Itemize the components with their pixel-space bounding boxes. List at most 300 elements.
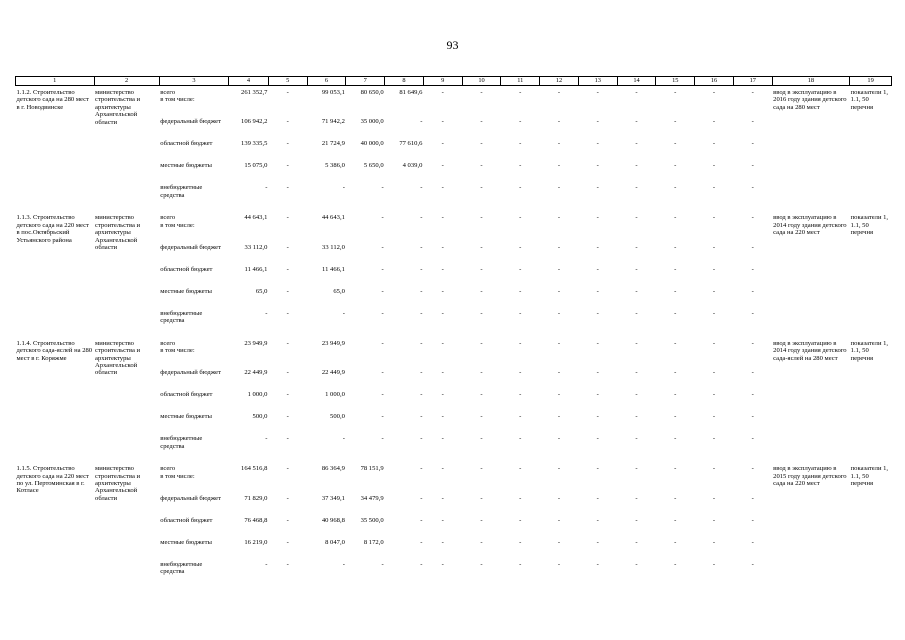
total-value — [229, 347, 269, 369]
value-col-14: - — [635, 435, 638, 443]
value-col-13: - — [596, 309, 599, 317]
total-value: - — [265, 560, 268, 568]
value-col-5 — [268, 347, 307, 369]
value-col-15: - — [674, 287, 677, 295]
value-col-16: - — [712, 214, 716, 222]
value-col-15: - — [674, 184, 677, 192]
value-col-12 — [540, 347, 579, 369]
executor: министерство строительства и архитектуры Архангельской области — [95, 214, 141, 252]
value-col-6: 86 364,9 — [321, 465, 345, 473]
value-col-10: - — [480, 243, 483, 251]
value-col-8: 77 610,6 — [399, 140, 423, 148]
value-col-16: - — [712, 494, 716, 502]
value-col-9: - — [441, 391, 444, 399]
value-col-14: - — [635, 391, 638, 399]
value-col-5: - — [286, 265, 289, 273]
value-col-10: - — [480, 465, 483, 473]
total-value: 65,0 — [255, 287, 268, 295]
value-col-7 — [346, 222, 385, 244]
value-col-7: - — [381, 391, 384, 399]
value-col-7: - — [381, 214, 384, 222]
funding-source-label: всего — [160, 339, 176, 347]
total-value: 44 643,1 — [244, 214, 268, 222]
value-col-7: - — [381, 339, 384, 347]
value-col-7: - — [381, 265, 384, 273]
funding-source-label: областной бюджет — [160, 265, 213, 273]
value-col-8 — [385, 96, 424, 118]
value-col-7: - — [381, 369, 384, 377]
value-col-12 — [540, 222, 579, 244]
value-col-7 — [346, 473, 385, 495]
column-number: 4 — [229, 77, 269, 86]
value-col-12: - — [557, 494, 561, 502]
value-col-11 — [501, 222, 540, 244]
value-col-7: - — [381, 184, 384, 192]
value-col-10: - — [480, 118, 483, 126]
value-col-17: - — [751, 118, 754, 126]
value-col-6: 22 449,9 — [321, 369, 345, 377]
column-number: 6 — [307, 77, 346, 86]
value-col-10: - — [480, 265, 483, 273]
value-col-15: - — [674, 465, 677, 473]
value-col-9: - — [441, 140, 444, 148]
value-col-14: - — [635, 162, 638, 170]
value-col-8: - — [420, 339, 423, 347]
funding-source-label: в том числе: — [160, 347, 195, 355]
value-col-14: - — [635, 369, 638, 377]
value-col-14 — [617, 222, 656, 244]
value-col-13: - — [596, 118, 599, 126]
value-col-15: - — [674, 369, 677, 377]
total-value: 261 352,7 — [241, 89, 268, 96]
value-col-13: - — [596, 339, 599, 347]
value-col-12: - — [557, 89, 561, 96]
value-col-9: - — [441, 413, 444, 421]
value-col-6 — [307, 222, 346, 244]
total-value: - — [265, 184, 268, 192]
value-col-14: - — [635, 339, 638, 347]
column-number: 7 — [346, 77, 385, 86]
value-col-11: - — [519, 369, 522, 377]
funding-source-label: в том числе: — [160, 221, 195, 229]
value-col-9: - — [441, 89, 444, 96]
value-col-7: - — [381, 560, 384, 568]
value-col-6: - — [342, 560, 345, 568]
value-col-9: - — [441, 118, 444, 126]
value-col-17: - — [751, 243, 754, 251]
value-col-12: - — [557, 560, 561, 568]
value-col-5: - — [286, 413, 289, 421]
value-col-5: - — [286, 162, 289, 170]
value-col-13: - — [596, 391, 599, 399]
column-number: 15 — [656, 77, 695, 86]
value-col-6: 37 349,1 — [321, 494, 345, 502]
value-col-5: - — [286, 309, 289, 317]
column-number: 18 — [772, 77, 850, 86]
value-col-13: - — [596, 243, 599, 251]
value-col-13: - — [596, 494, 599, 502]
value-col-16: - — [712, 243, 716, 251]
executor: министерство строительства и архитектуры Архангельской области — [95, 465, 141, 502]
value-col-11: - — [519, 243, 522, 251]
value-col-7: - — [381, 309, 384, 317]
indicators: показатели 1, 1.1, 50 перечня — [850, 339, 889, 362]
value-col-15: - — [674, 118, 677, 126]
funding-source-label: местные бюджеты — [160, 413, 212, 421]
value-col-8: - — [420, 435, 423, 443]
total-value: 11 466,1 — [244, 265, 268, 273]
value-col-5: - — [286, 89, 289, 96]
column-number: 3 — [159, 77, 228, 86]
value-col-14: - — [635, 560, 638, 568]
value-col-8: - — [420, 516, 423, 524]
value-col-10 — [462, 222, 501, 244]
total-value — [229, 473, 269, 495]
value-col-14: - — [635, 309, 638, 317]
value-col-7: 35 000,0 — [360, 118, 384, 126]
funding-source-label: областной бюджет — [160, 391, 213, 399]
value-col-6 — [307, 347, 346, 369]
value-col-17: - — [751, 560, 754, 568]
value-col-14 — [617, 96, 656, 118]
value-col-17: - — [751, 162, 754, 170]
value-col-7: - — [381, 435, 384, 443]
value-col-6: 71 942,2 — [321, 118, 345, 126]
value-col-10 — [462, 473, 501, 495]
value-col-11: - — [519, 162, 522, 170]
column-number: 13 — [578, 77, 617, 86]
value-col-10: - — [480, 162, 483, 170]
value-col-10: - — [480, 140, 483, 148]
value-col-12: - — [557, 435, 561, 443]
value-col-10: - — [480, 516, 483, 524]
value-col-13: - — [596, 214, 599, 222]
funding-source-label: всего — [160, 89, 176, 96]
value-col-12: - — [557, 184, 561, 192]
value-col-15: - — [674, 560, 677, 568]
value-col-8: - — [420, 538, 423, 546]
funding-source-label: областной бюджет — [160, 140, 213, 148]
value-col-12: - — [557, 369, 561, 377]
page-number: 93 — [446, 38, 459, 52]
value-col-9: - — [441, 214, 444, 222]
value-col-12: - — [557, 214, 561, 222]
value-col-11: - — [519, 435, 522, 443]
value-col-12: - — [557, 162, 561, 170]
value-col-5: - — [286, 339, 289, 347]
value-col-7: 78 151,9 — [360, 465, 384, 473]
value-col-13: - — [596, 435, 599, 443]
value-col-17: - — [751, 140, 754, 148]
total-value — [229, 96, 269, 118]
total-value: - — [265, 435, 268, 443]
funding-source-label: в том числе: — [160, 96, 195, 104]
value-col-6: 33 112,0 — [322, 243, 345, 251]
value-col-16 — [695, 473, 734, 495]
value-col-16: - — [712, 560, 716, 568]
value-col-8: 4 039,0 — [402, 162, 423, 170]
total-value: 1 000,0 — [247, 391, 268, 399]
value-col-15 — [656, 222, 695, 244]
value-col-17: - — [751, 89, 754, 96]
value-col-7 — [346, 96, 385, 118]
value-col-6: 1 000,0 — [325, 391, 345, 399]
value-col-5: - — [286, 560, 289, 568]
value-col-13 — [578, 222, 617, 244]
funding-source-label: внебюджетные средства — [160, 184, 203, 199]
value-col-11: - — [519, 560, 522, 568]
funding-source-label: в том числе: — [160, 472, 195, 480]
expected-result: ввод в эксплуатацию в 2014 году здания детского сада на 220 мест — [773, 214, 847, 237]
column-number: 19 — [850, 77, 892, 86]
value-col-13: - — [596, 265, 599, 273]
value-col-7: 5 650,0 — [363, 162, 384, 170]
value-col-12: - — [557, 140, 561, 148]
value-col-15 — [656, 473, 695, 495]
total-value: 22 449,9 — [244, 369, 268, 377]
value-col-11: - — [519, 538, 522, 546]
value-col-16 — [695, 222, 734, 244]
value-col-6: 65,0 — [333, 287, 345, 295]
value-col-15 — [656, 347, 695, 369]
value-col-6: 44 643,1 — [321, 214, 345, 222]
value-col-16 — [695, 347, 734, 369]
value-col-17: - — [751, 184, 754, 192]
value-col-10: - — [480, 339, 483, 347]
value-col-9 — [423, 473, 462, 495]
table-row — [16, 211, 892, 221]
value-col-10: - — [480, 538, 483, 546]
value-col-11: - — [519, 287, 522, 295]
value-col-11 — [501, 347, 540, 369]
value-col-16: - — [712, 369, 716, 377]
value-col-14 — [617, 347, 656, 369]
total-value: 164 516,8 — [241, 465, 268, 473]
funding-source-label: всего — [160, 214, 176, 222]
value-col-6: 500,0 — [330, 413, 345, 421]
value-col-8: - — [420, 413, 423, 421]
value-col-17: - — [751, 369, 754, 377]
value-col-17: - — [751, 265, 754, 273]
value-col-5: - — [286, 140, 289, 148]
value-col-6: 11 466,1 — [322, 265, 345, 273]
value-col-5: - — [286, 516, 289, 524]
value-col-5: - — [286, 435, 289, 443]
value-col-15: - — [674, 413, 677, 421]
value-col-17: - — [751, 538, 754, 546]
value-col-5: - — [286, 369, 289, 377]
value-col-6: 8 047,0 — [325, 538, 345, 546]
value-col-10 — [462, 347, 501, 369]
total-value: 500,0 — [252, 413, 268, 421]
value-col-7: - — [381, 287, 384, 295]
total-value: 139 335,5 — [241, 140, 268, 148]
value-col-10 — [462, 96, 501, 118]
total-value: 23 949,9 — [244, 339, 268, 347]
measure-title: 1.1.3. Строительство детского сада на 220 мест в пос.Октябрьский Устьянского района — [16, 214, 89, 244]
value-col-15: - — [674, 243, 677, 251]
value-col-11: - — [519, 413, 522, 421]
value-col-10: - — [480, 184, 483, 192]
value-col-6: - — [342, 309, 345, 317]
value-col-16: - — [712, 309, 716, 317]
funding-source-label: внебюджетные средства — [160, 560, 203, 576]
column-number: 2 — [94, 77, 159, 86]
value-col-14: - — [635, 287, 638, 295]
value-col-15: - — [674, 538, 677, 546]
value-col-15: - — [674, 162, 677, 170]
value-col-5: - — [286, 243, 289, 251]
value-col-9: - — [441, 516, 444, 524]
value-col-12: - — [557, 243, 561, 251]
value-col-11: - — [519, 89, 522, 96]
value-col-9: - — [441, 435, 444, 443]
value-col-9: - — [441, 309, 444, 317]
value-col-7: 80 650,0 — [360, 89, 384, 96]
value-col-15: - — [674, 309, 677, 317]
value-col-14: - — [635, 465, 638, 473]
value-col-14: - — [635, 118, 638, 126]
value-col-15: - — [674, 435, 677, 443]
value-col-13: - — [596, 287, 599, 295]
value-col-17: - — [751, 413, 754, 421]
value-col-13: - — [596, 162, 599, 170]
value-col-14: - — [635, 89, 638, 96]
value-col-14 — [617, 473, 656, 495]
value-col-8: - — [420, 287, 423, 295]
value-col-15: - — [674, 516, 677, 524]
value-col-15: - — [674, 89, 677, 96]
program-table — [15, 76, 892, 588]
value-col-8: - — [420, 243, 423, 251]
value-col-11: - — [519, 516, 522, 524]
column-number: 11 — [501, 77, 540, 86]
value-col-9: - — [441, 494, 444, 502]
value-col-8: - — [420, 309, 423, 317]
table-row — [16, 86, 892, 97]
value-col-9: - — [441, 243, 444, 251]
value-col-17 — [733, 96, 772, 118]
value-col-11: - — [519, 309, 522, 317]
value-col-6: - — [342, 435, 345, 443]
executor: министерство строительства и архитектуры Архангельской области — [95, 339, 141, 377]
value-col-13: - — [596, 413, 599, 421]
value-col-14: - — [635, 265, 638, 273]
value-col-11: - — [519, 265, 522, 273]
value-col-14: - — [635, 184, 638, 192]
value-col-5: - — [286, 391, 289, 399]
value-col-17: - — [751, 214, 754, 222]
value-col-17: - — [751, 309, 754, 317]
value-col-8: - — [420, 560, 423, 568]
value-col-9 — [423, 222, 462, 244]
table-row — [16, 462, 892, 472]
column-number: 5 — [268, 77, 307, 86]
value-col-12: - — [557, 538, 561, 546]
value-col-12: - — [557, 309, 561, 317]
value-col-10: - — [480, 214, 483, 222]
value-col-5: - — [286, 538, 289, 546]
column-number: 10 — [462, 77, 501, 86]
value-col-8: - — [420, 184, 423, 192]
funding-source-label: федеральный бюджет — [160, 494, 221, 502]
funding-source-label: федеральный бюджет — [160, 243, 221, 251]
value-col-14: - — [635, 538, 638, 546]
value-col-15: - — [674, 391, 677, 399]
total-value: 16 219,0 — [244, 538, 268, 546]
value-col-16: - — [712, 538, 716, 546]
value-col-11: - — [519, 339, 522, 347]
value-col-16: - — [712, 435, 716, 443]
column-number: 12 — [540, 77, 579, 86]
value-col-13 — [578, 347, 617, 369]
column-number: 9 — [423, 77, 462, 86]
value-col-11 — [501, 96, 540, 118]
indicators: показатели 1, 1.1, 50 перечня — [850, 89, 889, 111]
value-col-9: - — [441, 287, 444, 295]
column-number: 16 — [695, 77, 734, 86]
column-number: 8 — [385, 77, 424, 86]
value-col-15: - — [674, 140, 677, 148]
value-col-12: - — [557, 287, 561, 295]
value-col-9: - — [441, 162, 444, 170]
measure-title: 1.1.2. Строительство детского сада на 280 мест в г. Новодвинске — [16, 89, 89, 111]
value-col-7: - — [381, 413, 384, 421]
value-col-10: - — [480, 391, 483, 399]
value-col-8: - — [420, 465, 423, 473]
value-col-17: - — [751, 465, 754, 473]
column-number: 14 — [617, 77, 656, 86]
value-col-6: - — [342, 184, 345, 192]
value-col-16: - — [712, 516, 716, 524]
funding-source-label: федеральный бюджет — [160, 118, 221, 126]
value-col-8: - — [420, 494, 423, 502]
value-col-11 — [501, 473, 540, 495]
value-col-13: - — [596, 560, 599, 568]
value-col-5 — [268, 96, 307, 118]
value-col-6: 21 724,9 — [321, 140, 345, 148]
value-col-13 — [578, 473, 617, 495]
value-col-9: - — [441, 369, 444, 377]
value-col-10: - — [480, 494, 483, 502]
total-value: 15 075,0 — [244, 162, 268, 170]
expected-result: ввод в эксплуатацию в 2014 году здания детского сада-яслей на 280 мест — [773, 339, 847, 362]
value-col-17: - — [751, 287, 754, 295]
funding-source-label: внебюджетные средства — [160, 435, 203, 450]
value-col-7: - — [381, 243, 384, 251]
value-col-6: 5 386,0 — [325, 162, 345, 170]
value-col-10: - — [480, 287, 483, 295]
value-col-10: - — [480, 89, 483, 96]
value-col-12: - — [557, 339, 561, 347]
value-col-9: - — [441, 184, 444, 192]
expected-result: ввод в эксплуатацию в 2015 году здания детского сада на 220 мест — [773, 465, 847, 488]
column-number: 1 — [16, 77, 95, 86]
table-body — [16, 77, 892, 588]
funding-source-label: всего — [160, 465, 176, 473]
value-col-5: - — [286, 184, 289, 192]
value-col-5: - — [286, 465, 289, 473]
value-col-9: - — [441, 538, 444, 546]
value-col-7: 35 500,0 — [360, 516, 384, 524]
value-col-10: - — [480, 560, 483, 568]
value-col-10: - — [480, 309, 483, 317]
value-col-5 — [268, 222, 307, 244]
value-col-17: - — [751, 339, 754, 347]
value-col-6: 23 949,9 — [321, 339, 345, 347]
value-col-14: - — [635, 516, 638, 524]
measure-title: 1.1.5. Строительство детского сада на 220 мест по ул. Пертоминская в г. Котласе — [16, 465, 89, 495]
